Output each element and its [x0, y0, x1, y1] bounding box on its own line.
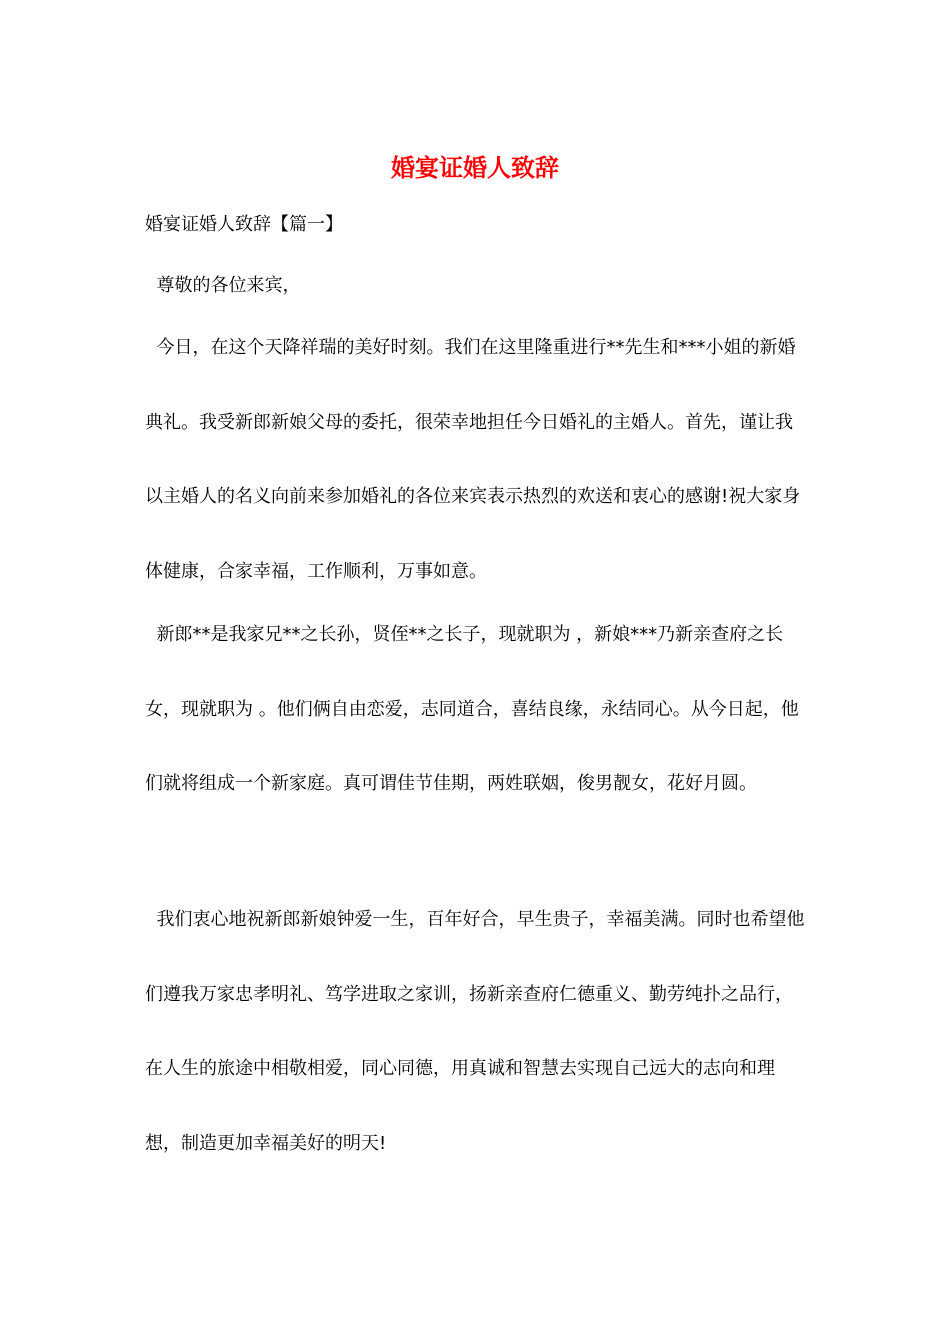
- paragraph-couple-intro: 新郎**是我家兄**之长孙，贤侄**之长子，现就职为 ，新娘***乃新亲查府之长女，现就职为 。他们俩自由恋爱，志同道合，喜结良缘，永结同心。从今日起，他们就将组成一个新家庭。真可谓佳节佳期，两姓联姻，俊男靓女，花好月圆。: [145, 624, 799, 794]
- paragraph-blessing: 我们衷心地祝新郎新娘钟爱一生，百年好合，早生贵子，幸福美满。同时也希望他们遵我万家忠孝明礼、笃学进取之家训，扬新亲查府仁德重义、勤劳纯扑之品行，在人生的旅途中相敬相爱，同心同德，用真诚和智慧去实现自己远大的志向和理想，制造更加幸福美好的明天!: [145, 909, 805, 1154]
- document-title: 婚宴证婚人致辞: [391, 153, 559, 182]
- greeting-line: 尊敬的各位来宾，: [145, 275, 301, 296]
- paragraph-opening: 今日，在这个天降祥瑞的美好时刻。我们在这里隆重进行**先生和***小姐的新婚典礼。我受新郎新娘父母的委托，很荣幸地担任今日婚礼的主婚人。首先，谨让我以主婚人的名义向前来参加婚礼的各位来宾表示热烈的欢送和衷心的感谢!祝大家身体健康，合家幸福，工作顺利，万事如意。: [145, 337, 801, 582]
- section-heading: 婚宴证婚人致辞【篇一】: [145, 214, 343, 235]
